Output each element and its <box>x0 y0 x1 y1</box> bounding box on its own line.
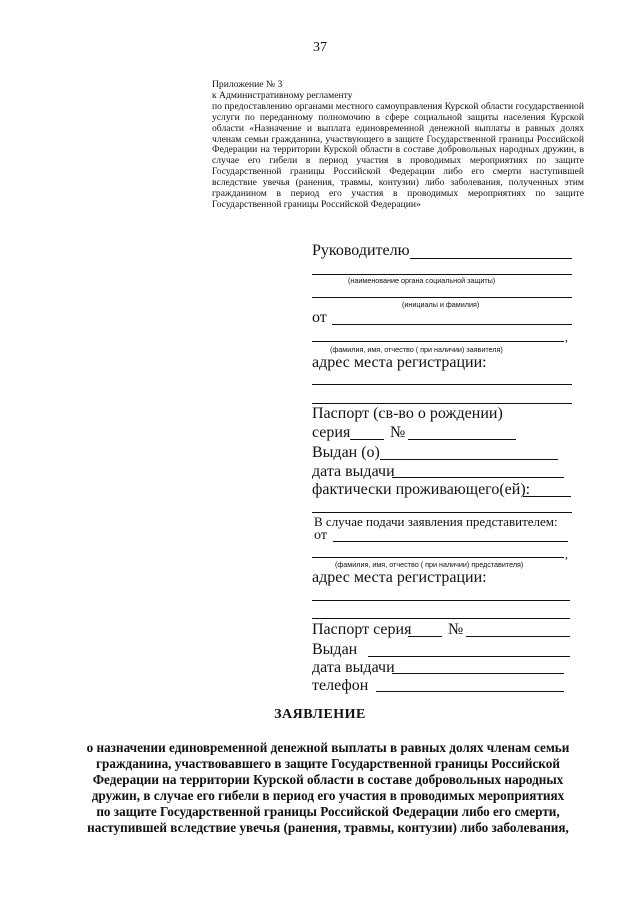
passport-series-label: Паспорт серия <box>312 621 412 638</box>
number-label-2: № <box>448 621 464 638</box>
passport-series-field[interactable] <box>408 636 442 637</box>
address-label: адрес места регистрации: <box>312 354 487 371</box>
issued-field[interactable] <box>380 459 558 460</box>
rep-fio-comma: , <box>565 547 568 561</box>
passport-label: Паспорт (св-во о рождении) <box>312 405 503 422</box>
from2-field[interactable] <box>333 541 568 542</box>
appendix-description: по предоставлению органами местного самоуправления Курской области государственной услуги по переданному полномочию в сфере социальной защиты населения Курской области «Назначение и выплата единовременной денежной выплаты в равных долях членам семьи гражданина, участвующего в защите Государственной границы Российской Федерации на территории Курской области в составе добровольных народных дружин, в случае его гибели в период участия в проводимых мероприятиях по защите Государственной границы Российской Федерации либо его смерти наступившей вследствие увечья (ранения, травмы, контузии) либо заболевания, полученных этим гражданином в период его участия в проводимых мероприятиях по защите Государственной границы Российской Федерации» <box>212 100 584 210</box>
rep-fio-field[interactable] <box>312 557 564 558</box>
statement-title: ЗАЯВЛЕНИЕ <box>274 707 366 722</box>
address-label-2: адрес места регистрации: <box>312 569 487 586</box>
issue-date-field[interactable] <box>392 477 564 478</box>
address-field-1[interactable] <box>312 384 572 385</box>
address2-field-1[interactable] <box>312 600 570 601</box>
head-field[interactable] <box>410 258 572 259</box>
appendix-regulation: к Административному регламенту <box>212 89 353 101</box>
issued-label: Выдан (о) <box>312 444 380 461</box>
applicant-fio-field[interactable] <box>312 341 564 342</box>
initials-field[interactable] <box>312 297 572 298</box>
statement-text: о назначении единовременной денежной выплаты в равных долях членам семьи гражданина, участвовавшего в защите Государственной границы Российской Федерации на территории Курской области в составе добровольных народных дружин, в случае его гибели в период его участия в проводимых мероприятиях по защите Государственной границы Российской Федерации либо его смерти, наступившей вследствие увечья (ранения, травмы, контузии) либо заболевания, <box>86 740 570 835</box>
rep-fio-caption: (фамилия, имя, отчество ( при наличии) представителя) <box>335 560 524 569</box>
from2-label: от <box>314 528 327 543</box>
number-label: № <box>390 424 406 441</box>
org-name-caption: (наименование органа социальной защиты) <box>348 276 496 285</box>
issued-label-2: Выдан <box>312 641 358 658</box>
address-field-2[interactable] <box>312 403 572 404</box>
series-label: серия <box>312 424 351 441</box>
initials-caption: (инициалы и фамилия) <box>402 300 480 309</box>
representative-label: В случае подачи заявления представителем: <box>314 514 558 529</box>
applicant-fio-comma: , <box>565 330 568 344</box>
actual-residence-label: фактически проживающего(ей): <box>312 481 531 498</box>
series-field[interactable] <box>350 439 384 440</box>
number-field[interactable] <box>408 439 516 440</box>
phone-field[interactable] <box>376 691 564 692</box>
from-label: от <box>312 309 327 326</box>
issue-date2-field[interactable] <box>392 673 564 674</box>
head-label: Руководителю <box>312 242 410 259</box>
page-number: 37 <box>313 40 327 55</box>
address2-field-2[interactable] <box>312 618 570 619</box>
from-field[interactable] <box>332 324 572 325</box>
issue-date-label-2: дата выдачи <box>312 659 395 676</box>
issue-date-label: дата выдачи <box>312 463 395 480</box>
appendix-title: Приложение № 3 <box>212 79 283 90</box>
phone-label: телефон <box>312 677 369 694</box>
actual-residence-field[interactable] <box>523 496 571 497</box>
applicant-fio-caption: (фамилия, имя, отчество ( при наличии) заявителя) <box>330 345 503 354</box>
number2-field[interactable] <box>466 636 570 637</box>
org-name-field[interactable] <box>312 274 572 275</box>
issued2-field[interactable] <box>368 656 570 657</box>
